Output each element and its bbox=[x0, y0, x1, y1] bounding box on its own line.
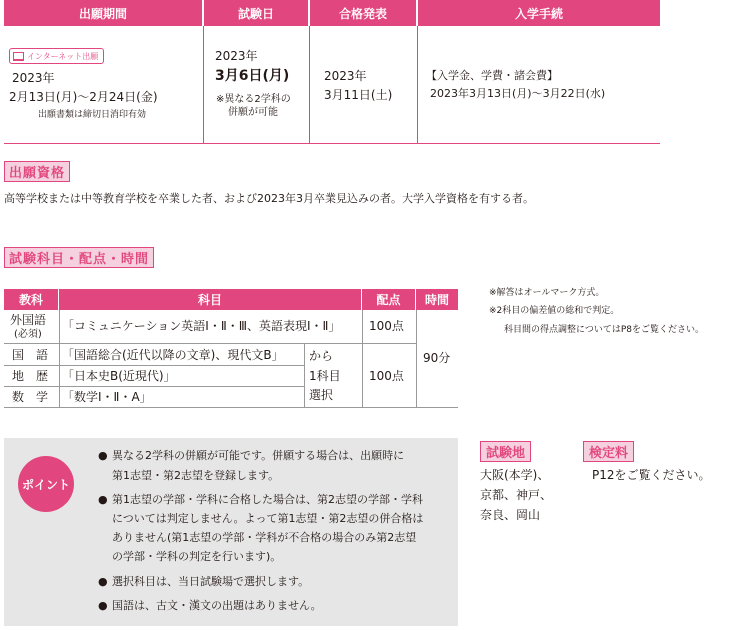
point-2-line-4: の学部・学科の判定を行います)。 bbox=[112, 550, 282, 563]
grid-line bbox=[59, 310, 60, 408]
monitor-icon bbox=[13, 52, 24, 61]
fee-label: 検定料 bbox=[583, 441, 634, 462]
header-exam-day: 試験日 bbox=[204, 0, 308, 26]
point-4-line-1: 国語は、古文・漢文の出題はありません。 bbox=[112, 599, 322, 612]
point-1-line-1: 異なる2学科の併願が可能です。併願する場合は、出願時に bbox=[112, 449, 405, 462]
divider bbox=[203, 26, 204, 144]
note-mark-sheet: ※解答はオールマーク方式。 bbox=[489, 288, 605, 298]
choose-text-3: 選択 bbox=[309, 388, 334, 402]
header-subject: 教科 bbox=[4, 289, 58, 310]
header-enrollment: 入学手続 bbox=[418, 0, 660, 26]
grid-line bbox=[362, 310, 363, 408]
application-year: 2023年 bbox=[12, 71, 55, 85]
grid-line bbox=[4, 365, 304, 366]
fee-text: P12をご覧ください。 bbox=[592, 468, 711, 482]
score-required: 100点 bbox=[369, 319, 404, 333]
venue-label: 試験地 bbox=[480, 441, 531, 462]
point-4-bullet: ● bbox=[98, 599, 108, 612]
badge-label: インターネット出願 bbox=[27, 51, 99, 61]
header-application-period: 出願期間 bbox=[4, 0, 202, 26]
course-history: 「日本史B(近現代)」 bbox=[62, 369, 176, 383]
course-english: 「コミュニケーション英語Ⅰ・Ⅱ・Ⅲ、英語表現Ⅰ・Ⅱ」 bbox=[62, 319, 341, 333]
announcement-date: 3月11日(土) bbox=[324, 88, 393, 102]
header-course: 科目 bbox=[59, 289, 361, 310]
point-1-line-2: 第1志望・第2志望を登録します。 bbox=[112, 469, 280, 482]
grid-line bbox=[4, 407, 458, 408]
subject-foreign-language: 外国語 bbox=[10, 313, 47, 327]
announcement-year: 2023年 bbox=[324, 69, 367, 83]
subject-math: 数 学 bbox=[12, 390, 49, 404]
eligibility-label: 出願資格 bbox=[4, 161, 70, 182]
subject-required: (必須) bbox=[14, 329, 42, 340]
divider bbox=[309, 26, 310, 144]
note-judgement: ※2科目の偏差値の総和で判定。 bbox=[489, 306, 620, 316]
enrollment-period: 2023年3月13日(月)～3月22日(水) bbox=[430, 87, 606, 100]
choose-text-1: から bbox=[309, 349, 334, 363]
exam-date: 3月6日(月) bbox=[215, 68, 290, 84]
point-2-line-2: については判定しません。よって第1志望・第2志望の併合格は bbox=[112, 512, 424, 525]
enrollment-title: 【入学金、学費・諸会費】 bbox=[426, 69, 558, 82]
exam-note-2: 併願が可能 bbox=[228, 107, 278, 118]
point-3-line-1: 選択科目は、当日試験場で選択します。 bbox=[112, 575, 310, 588]
exam-year: 2023年 bbox=[215, 49, 258, 63]
internet-application-badge bbox=[9, 48, 104, 64]
course-japanese: 「国語総合(近代以降の文章)、現代文B」 bbox=[62, 348, 284, 362]
point-2-line-1: 第1志望の学部・学科に合格した場合は、第2志望の学部・学科 bbox=[112, 493, 423, 506]
eligibility-text: 高等学校または中等教育学校を卒業した者、および2023年3月卒業見込みの者。大学入学資格を有する者。 bbox=[4, 192, 534, 205]
subject-japanese: 国 語 bbox=[12, 348, 49, 362]
divider bbox=[417, 26, 418, 144]
grid-line bbox=[416, 310, 417, 408]
grid-line bbox=[4, 386, 304, 387]
points-badge: ポイント bbox=[18, 456, 74, 512]
venue-line-2: 京都、神戸、 bbox=[480, 488, 553, 502]
subject-history: 地 歴 bbox=[12, 369, 49, 383]
grid-line bbox=[304, 344, 305, 408]
application-note: 出願書類は締切日消印有効 bbox=[38, 110, 147, 120]
point-2-bullet: ● bbox=[98, 493, 108, 506]
venue-line-1: 大阪(本学)、 bbox=[480, 468, 550, 482]
point-3-bullet: ● bbox=[98, 575, 108, 588]
grid-line bbox=[4, 343, 416, 344]
point-1-bullet: ● bbox=[98, 449, 108, 462]
header-score: 配点 bbox=[362, 289, 415, 310]
header-time: 時間 bbox=[416, 289, 458, 310]
application-period: 2月13日(月)～2月24日(金) bbox=[9, 90, 158, 104]
subjects-label: 試験科目・配点・時間 bbox=[4, 247, 154, 268]
exam-note-1: ※異なる2学科の bbox=[216, 94, 291, 105]
point-2-line-3: ありません(第1志望の学部・学科が不合格の場合のみ第2志望 bbox=[112, 531, 417, 544]
course-math: 「数学Ⅰ・Ⅱ・A」 bbox=[62, 390, 152, 404]
score-elective: 100点 bbox=[369, 369, 404, 383]
venue-line-3: 奈良、岡山 bbox=[480, 508, 541, 522]
exam-time: 90分 bbox=[423, 351, 451, 365]
header-announcement: 合格発表 bbox=[310, 0, 416, 26]
note-adjustment: 科目間の得点調整についてはP8をご覧ください。 bbox=[504, 325, 704, 335]
divider bbox=[4, 143, 660, 144]
choose-text-2: 1科目 bbox=[309, 369, 341, 383]
